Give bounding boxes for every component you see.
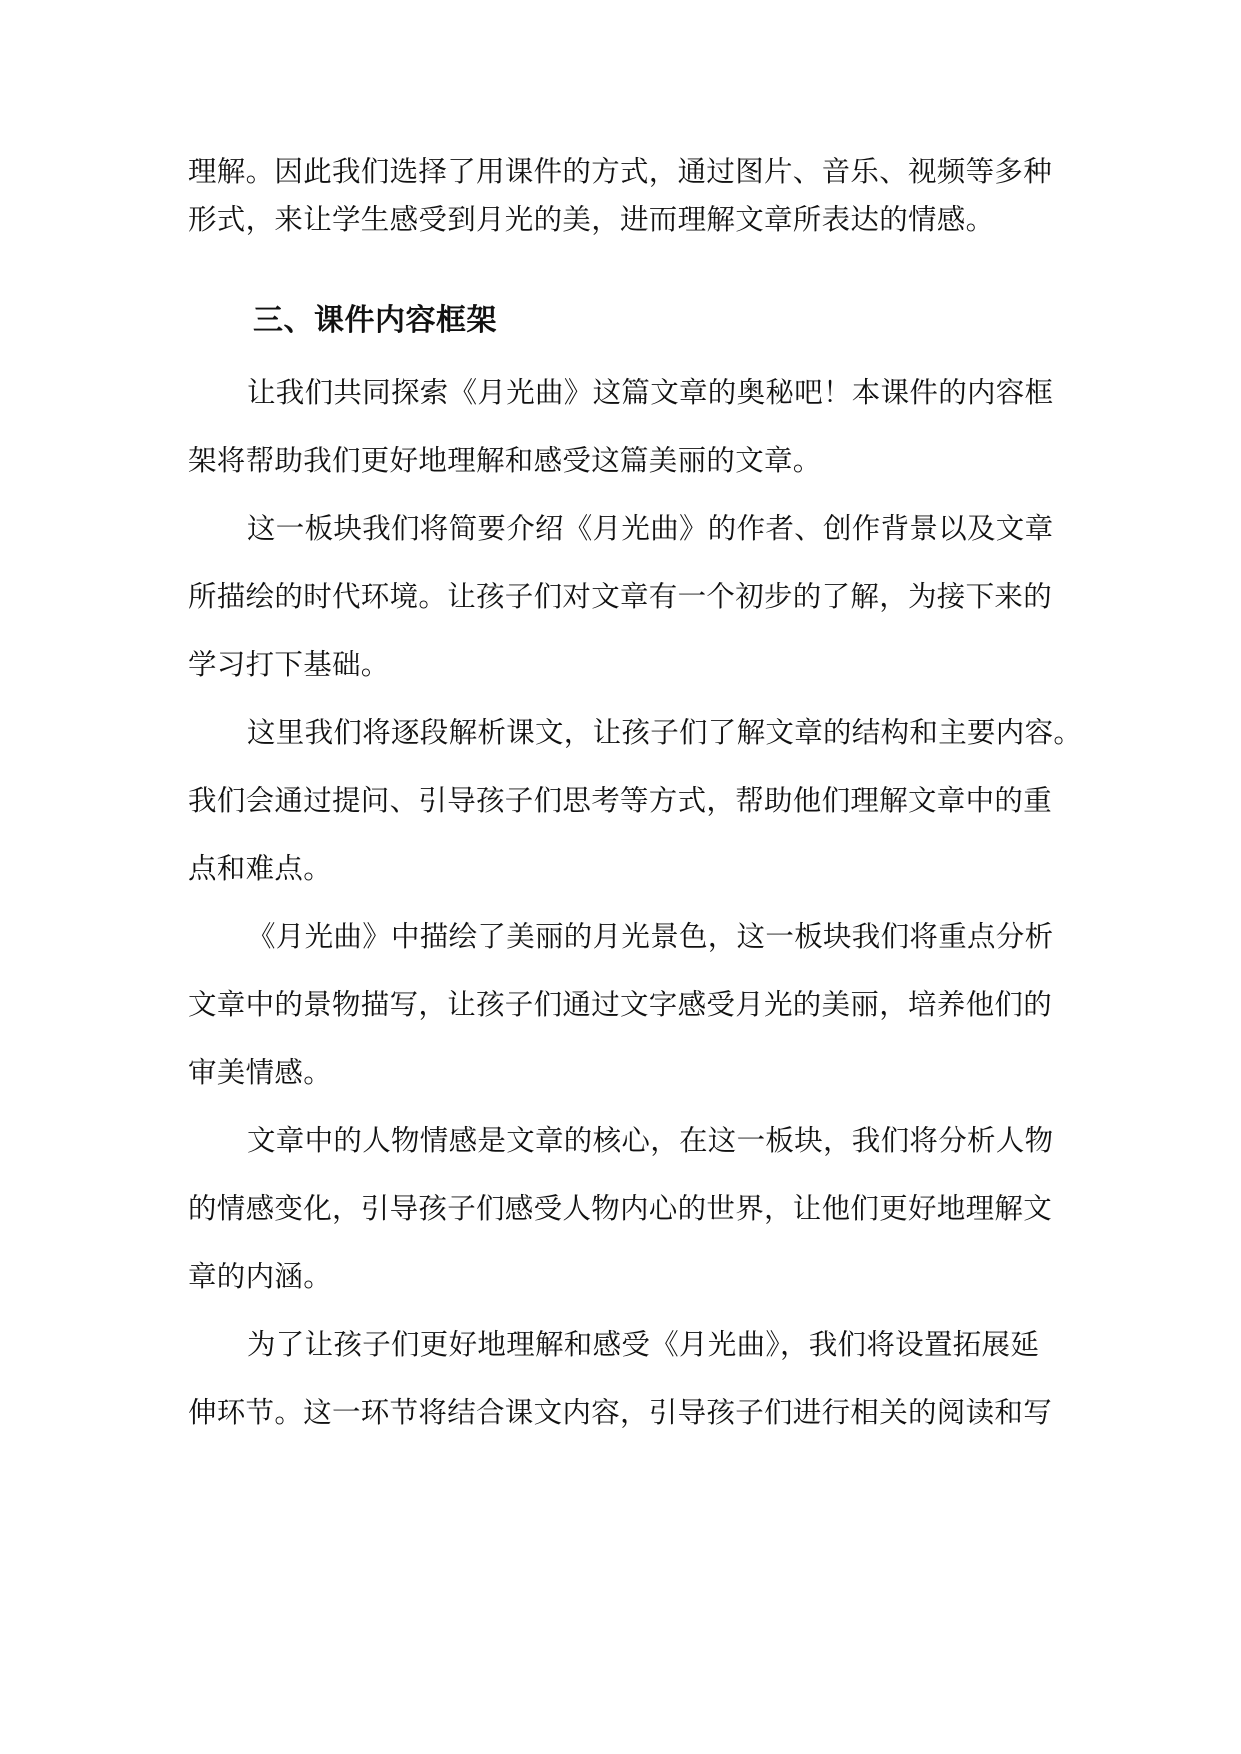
intro-line-1: 理解。因此我们选择了用课件的方式，通过图片、音乐、视频等多种 — [188, 155, 1053, 188]
paragraph-line: 我们会通过提问、引导孩子们思考等方式，帮助他们理解文章中的重 — [188, 784, 1053, 817]
intro-line-2: 形式，来让学生感受到月光的美，进而理解文章所表达的情感。 — [188, 203, 995, 236]
paragraph-line: 伸环节。这一环节将结合课文内容，引导孩子们进行相关的阅读和写 — [188, 1396, 1053, 1429]
paragraph-line: 这里我们将逐段解析课文，让孩子们了解文章的结构和主要内容。 — [247, 716, 1083, 749]
paragraph-line: 为了让孩子们更好地理解和感受《月光曲》，我们将设置拓展延 — [247, 1328, 1040, 1361]
paragraph-line: 的情感变化，引导孩子们感受人物内心的世界，让他们更好地理解文 — [188, 1192, 1053, 1225]
paragraph-line: 所描绘的时代环境。让孩子们对文章有一个初步的了解，为接下来的 — [188, 580, 1053, 613]
paragraph-line: 这一板块我们将简要介绍《月光曲》的作者、创作背景以及文章 — [247, 512, 1054, 545]
paragraph-line: 文章中的景物描写，让孩子们通过文字感受月光的美丽，培养他们的 — [188, 988, 1053, 1021]
paragraph-line: 点和难点。 — [188, 852, 333, 885]
paragraph-line: 《月光曲》中描绘了美丽的月光景色，这一板块我们将重点分析 — [247, 920, 1054, 953]
paragraph-line: 审美情感。 — [188, 1056, 333, 1089]
section-heading: 三、课件内容框架 — [253, 303, 497, 338]
paragraph-line: 章的内涵。 — [188, 1260, 333, 1293]
paragraph-line: 文章中的人物情感是文章的核心，在这一板块，我们将分析人物 — [247, 1124, 1054, 1157]
paragraph-line: 让我们共同探索《月光曲》这篇文章的奥秘吧！本课件的内容框 — [247, 376, 1054, 409]
paragraph-line: 学习打下基础。 — [188, 648, 390, 681]
paragraph-line: 架将帮助我们更好地理解和感受这篇美丽的文章。 — [188, 444, 822, 477]
